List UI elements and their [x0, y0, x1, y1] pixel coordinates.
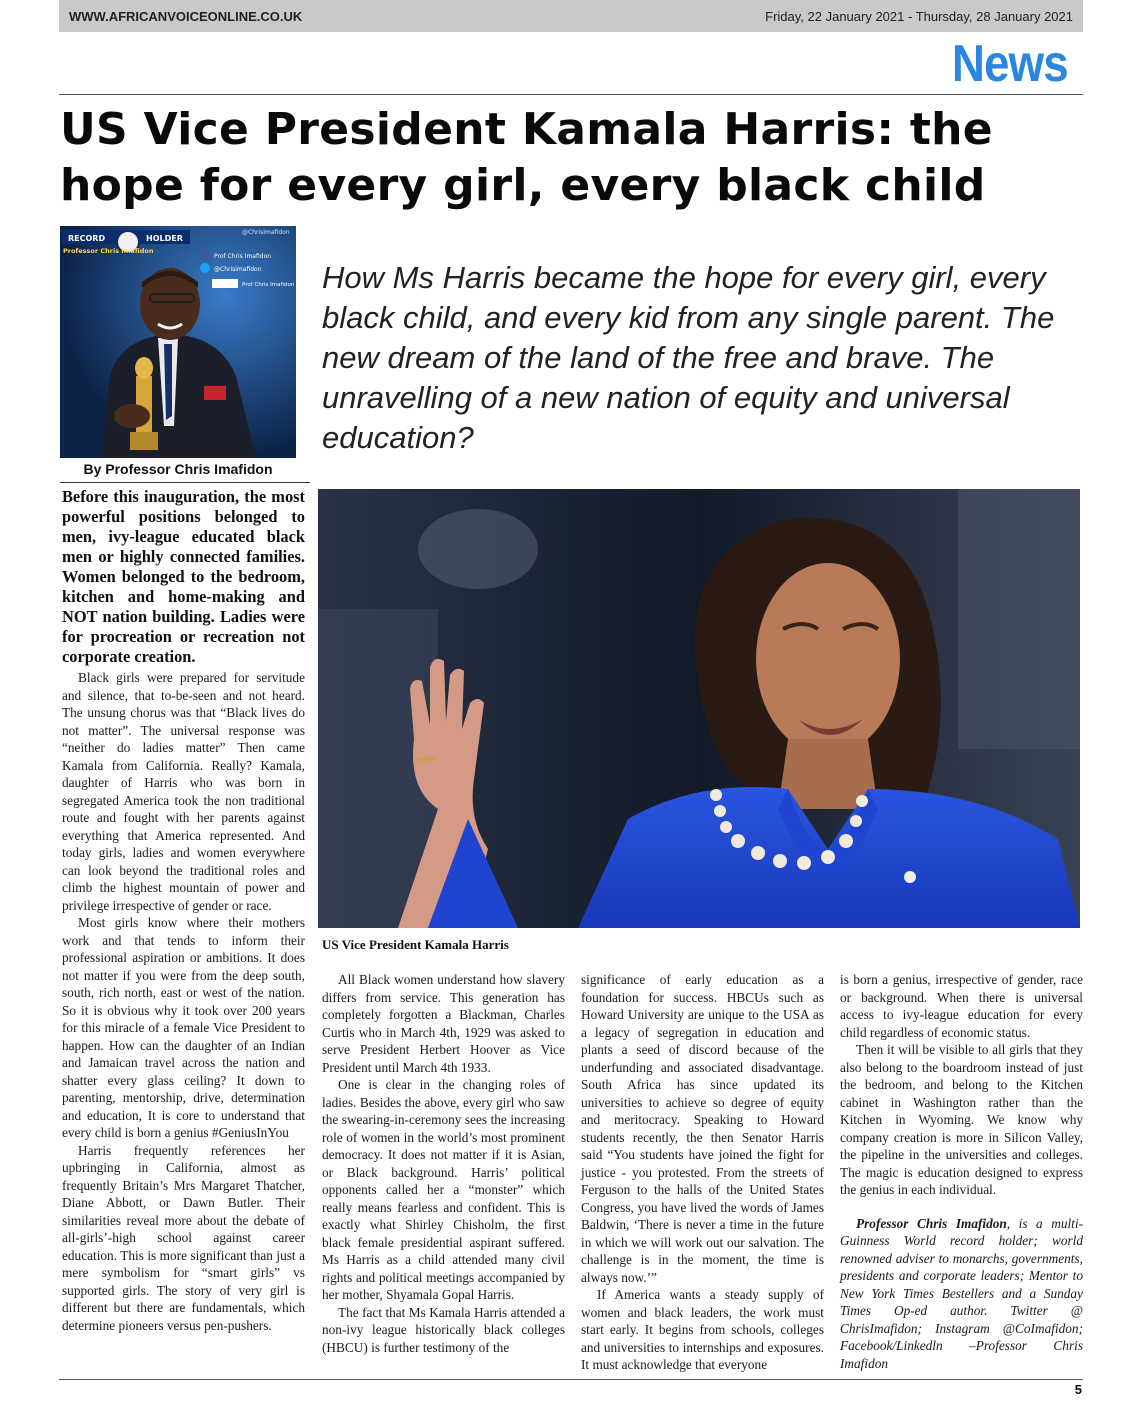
- col2-paragraph: All Black women understand how slavery differs from service. This generation has completely forgotten a Blackman, Charles Curtis who in March 4th, 1929 was asked to serve President Herbert Hoover as Vice President until March 4th 1933.: [322, 972, 565, 1075]
- col3-paragraph: If America wants a steady supply of women and black leaders, the work must start early. It begins from schools, colleges and universities to internships and exposures. It must acknowledge that everyone: [581, 1287, 824, 1372]
- social-linkedin: Prof Chris Imafidon: [242, 282, 295, 288]
- byline-rule: [60, 482, 310, 483]
- badge-right: HOLDER: [146, 234, 183, 243]
- author-photo-illustration: [60, 226, 296, 458]
- social-twitter: @Chrisimafidon: [214, 266, 262, 273]
- banner-name: Professor Chris Imafidon: [63, 247, 154, 255]
- twitter-icon: [200, 263, 210, 273]
- bio-name: Professor Chris Imafidon: [856, 1215, 1007, 1231]
- column-2: [322, 971, 565, 1356]
- badge-left: RECORD: [68, 234, 106, 243]
- page-number: 5: [1074, 1382, 1082, 1397]
- col2-paragraph: The fact that Ms Kamala Harris attended a non-ivy league historically black colleges (HBCU) is further testimony of the: [322, 1304, 565, 1355]
- col3-paragraph: significance of early education as a foundation for success. HBCUs such as Howard University are unique to the USA as a legacy of segregation in education and plants a seed of discord because of the underfunding and associated disadvantage. South Africa has since updated its universities to achieve so degree of equity and meritocracy. Speaking to Howard students recently, the then Senator Harris said “You students have joined the fight for justice - you protested. From the streets of Ferguson to the halls of the United States Congress, you have lived the words of James Baldwin, ‘There is never a time in the future in which we will work out our salvation. The challenge is in the moment, the time is always now.’”: [581, 972, 824, 1285]
- col4-paragraph: Then it will be visible to all girls that they also belong to the boardroom instead of just the bedroom, and belong to the Kitchen cabinet in Washington rather than the Kitchen in Wyoming. We know why company creation is more in Silicon Valley, the pipeline in the universities and colleges. The magic is education designed to express the genius in each individual.: [840, 1042, 1083, 1197]
- col4-paragraph: is born a genius, irrespective of gender, race or background. When there is universal access to ivy-league education for every child regardless of economic status.: [840, 972, 1083, 1040]
- header-bar: [59, 0, 1083, 32]
- column-3: [581, 971, 824, 1374]
- main-photo: [318, 489, 1080, 928]
- social-facebook: Prof Chris Imafidon: [214, 253, 272, 260]
- issue-date: Friday, 22 January 2021 - Thursday, 28 January 2021: [765, 8, 1073, 24]
- author-photo: [60, 226, 296, 458]
- lead-paragraph: Before this inauguration, the most powerful positions belonged to men, ivy-league educated black men or highly connected families. Women belonged to the bedroom, kitchen and home-making and NOT nation building. Ladies were for procreation or recreation not corporate creation.: [62, 487, 305, 666]
- bio-text: , is a multi-Guinness World record holder; world renowned adviser to monarchs, governments, presidents and corporate leaders; Mentor to New York Times Bestellers and a Sunday Times Op-ed author. Twitter @ ChrisImafidon; Instagram @CoImafidon; Facebook/Linkedln –Professor Chris Imafidon: [840, 1215, 1083, 1371]
- byline: By Professor Chris Imafidon: [83, 461, 273, 477]
- col1-paragraph: Harris frequently references her upbringing in California, almost as frequently Britain’s Mrs Margaret Thatcher, Diane Abbott, or Dawn Butler. Their similarities reveal more about the debate of all-girls’-high school against career education. This is more significant than just a mere symbolism for “smart girls” vs supported girls. The story of very girl is different but there are fundamentals, which determine pioneers versus pen-pushers.: [62, 1142, 305, 1333]
- col2-paragraph: One is clear in the changing roles of ladies. Besides the above, every girl who saw the swearing-in-ceremony sees the increasing role of women in the world’s most prominent democracy. It does not matter if it is Asian, or Black background. Harris’ political opponents called her a “monster” which really means fearless and confident. This is exactly what Shirley Chisholm, the first black female presidential aspirant suffered. Ms Harris as a child attended many civil rights and political meetings accompanied by her mother, Shyamala Gopal Harris.: [322, 1077, 565, 1302]
- photo-caption: US Vice President Kamala Harris: [322, 937, 509, 952]
- standfirst: How Ms Harris became the hope for every girl, every black child, and every kid from any single parent. The new dream of the land of the free and brave. The unravelling of a new nation of equity and universal education?: [322, 260, 1055, 455]
- column-4: [840, 971, 1083, 1372]
- footer-rule: [59, 1379, 1083, 1380]
- site-url[interactable]: WWW.AFRICANVOICEONLINE.CO.UK: [69, 8, 303, 24]
- header-rule: [59, 94, 1083, 95]
- col1-paragraph: Black girls were prepared for servitude and silence, that to-be-seen and not heard. The unsung chorus was that “Black lives do not matter”. The universal response was “neither do ladies matter” Then came Kamala from California. Really? Kamala, daughter of Harris who was born in segregated America took the non traditional route and fought with her parents against everything that America represented. And today girls, ladies and women everywhere can look beyond the traditional roles and climb the highest mountain of power and privilege irrespective of gender or race.: [62, 670, 305, 913]
- facebook-icon: [200, 250, 210, 260]
- col1-paragraph: Most girls know where their mothers work and that tends to inform their professional aspiration or ambitions. It does not matter if you were from the deep south, south, rich north, east or west of the nation. So it is obvious why it took over 200 years for this miracle of a female Vice President to happen. How can the daughter of an Indian and Jamaican travel across the nation and shatter every glass ceiling? It down to parenting, mentorship, drive, determination and education, It is core to understand that every child is born a genius #GeniusInYou: [62, 915, 305, 1140]
- linkedin-icon: [212, 279, 238, 288]
- column-1: [62, 669, 305, 1334]
- author-bio: [840, 1215, 1083, 1373]
- section-label: News: [951, 35, 1068, 93]
- kamala-harris-photo-illustration: [318, 489, 1080, 928]
- headline: US Vice President Kamala Harris: the hope for every girl, every black child: [60, 104, 993, 211]
- top-handle: @ChrisImafidon: [242, 229, 290, 236]
